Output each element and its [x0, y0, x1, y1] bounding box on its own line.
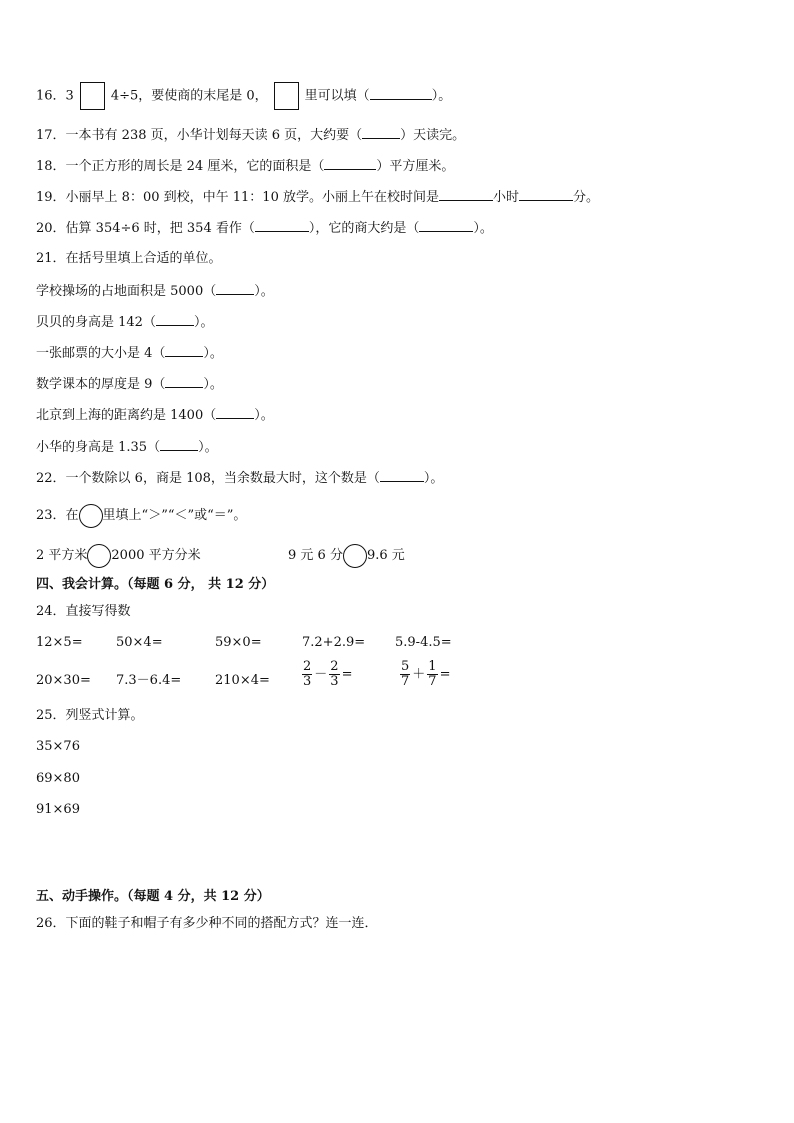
fraction: $\frac{5}{7}$: [401, 659, 410, 689]
question-20: 20．估算 354÷6 时，把 354 看作（ ），它的商大约是（ ）。: [36, 218, 493, 238]
calc-item: 12×5=: [36, 635, 83, 650]
question-25-title: 25．列竖式计算。: [36, 708, 144, 723]
vertical-calc-item: 91×69: [36, 802, 80, 817]
compare-circle[interactable]: [87, 544, 111, 568]
question-16: 16．3 4÷5，要使商的末尾是 0， 里可以填（ ）。: [36, 82, 451, 110]
compare-circle[interactable]: [79, 504, 103, 528]
calc-item: 5.9-4.5=: [395, 635, 452, 650]
calc-item: 7.3－6.4=: [116, 673, 182, 688]
calc-item: 210×4=: [215, 673, 270, 688]
calc-item: 50×4=: [116, 635, 163, 650]
question-21-item: 北京到上海的距离约是 1400（ ）。: [36, 405, 274, 425]
fraction: $\frac{2}{3}$: [303, 659, 312, 689]
answer-blank[interactable]: [156, 312, 194, 326]
answer-blank[interactable]: [439, 187, 493, 201]
answer-blank[interactable]: [419, 218, 473, 232]
answer-blank[interactable]: [165, 343, 203, 357]
question-21-item: 一张邮票的大小是 4（ ）。: [36, 343, 223, 363]
section-5-title: 五、动手操作。（每题 4 分，共 12 分）: [36, 889, 270, 904]
fraction: $\frac{1}{7}$: [428, 659, 437, 689]
question-21-item: 小华的身高是 1.35（ ）。: [36, 437, 218, 457]
fraction-calc: $\frac{2}{3}$ － $\frac{2}{3}$ =: [303, 659, 353, 689]
question-24-title: 24．直接写得数: [36, 604, 131, 619]
question-23-compare-2: 9 元 6 分 9.6 元: [288, 544, 405, 568]
answer-blank[interactable]: [370, 86, 432, 100]
answer-blank[interactable]: [324, 156, 376, 170]
answer-blank[interactable]: [216, 405, 254, 419]
question-23: 23．在 里填上“＞”“＜”或“＝”。: [36, 504, 246, 528]
answer-blank[interactable]: [255, 218, 309, 232]
question-23-compare-1: 2 平方米 2000 平方分米: [36, 544, 201, 568]
calc-item: 20×30=: [36, 673, 91, 688]
question-21-item: 数学课本的厚度是 9（ ）。: [36, 374, 223, 394]
answer-box[interactable]: [80, 82, 105, 110]
answer-box[interactable]: [274, 82, 299, 110]
vertical-calc-item: 35×76: [36, 739, 80, 754]
question-18: 18．一个正方形的周长是 24 厘米，它的面积是（ ）平方厘米。: [36, 156, 454, 176]
answer-blank[interactable]: [362, 125, 400, 139]
question-21-title: 21．在括号里填上合适的单位。: [36, 251, 222, 266]
section-4-title: 四、我会计算。（每题 6 分， 共 12 分）: [36, 577, 275, 592]
answer-blank[interactable]: [216, 281, 254, 295]
answer-blank[interactable]: [165, 374, 203, 388]
calc-item: 59×0=: [215, 635, 262, 650]
fraction-calc: $\frac{5}{7}$ ＋ $\frac{1}{7}$ =: [401, 659, 451, 689]
question-21-item: 学校操场的占地面积是 5000（ ）。: [36, 281, 274, 301]
answer-blank[interactable]: [380, 468, 424, 482]
question-21-item: 贝贝的身高是 142（ ）。: [36, 312, 213, 332]
answer-blank[interactable]: [519, 187, 573, 201]
question-19: 19．小丽早上 8：00 到校，中午 11：10 放学。小丽上午在校时间是 小时 分。: [36, 187, 599, 207]
question-22: 22．一个数除以 6，商是 108，当余数最大时，这个数是（ ）。: [36, 468, 443, 488]
calc-item: 7.2+2.9=: [302, 635, 366, 650]
compare-circle[interactable]: [343, 544, 367, 568]
vertical-calc-item: 69×80: [36, 771, 80, 786]
question-17: 17．一本书有 238 页，小华计划每天读 6 页，大约要（ ）天读完。: [36, 125, 465, 145]
question-26: 26．下面的鞋子和帽子有多少种不同的搭配方式？连一连．: [36, 916, 378, 931]
fraction: $\frac{2}{3}$: [330, 659, 339, 689]
answer-blank[interactable]: [160, 437, 198, 451]
